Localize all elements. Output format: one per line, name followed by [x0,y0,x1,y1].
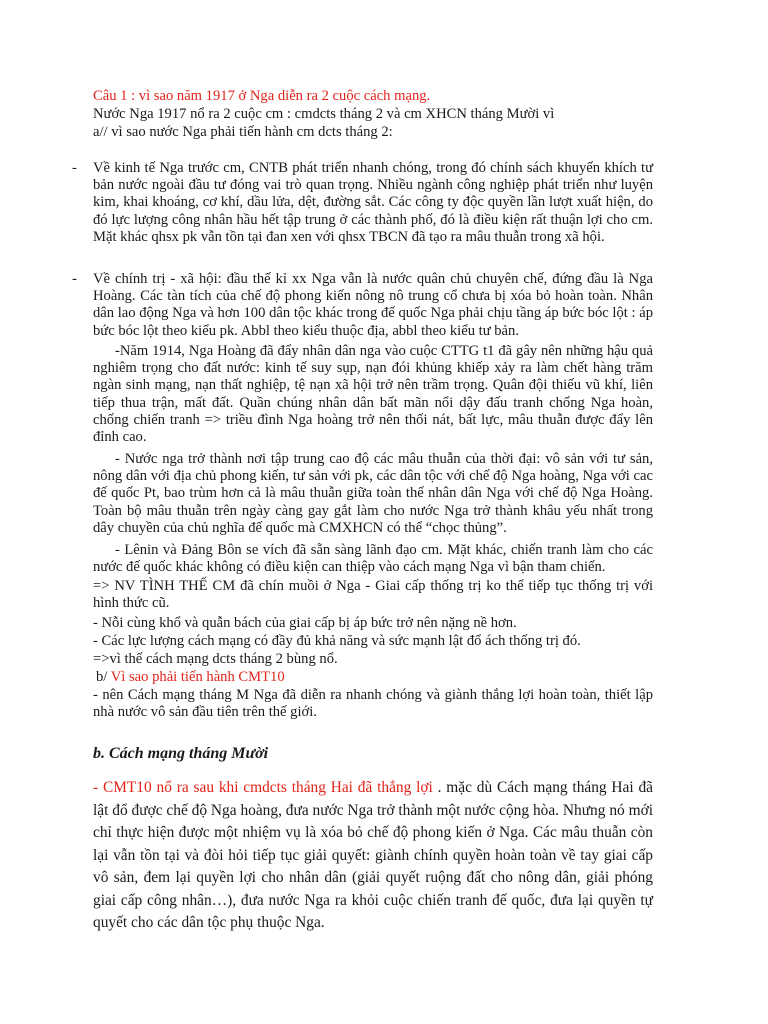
paragraph-luc-luong: - Các lực lượng cách mạng có đầy đủ khả năng và sức mạnh lật đổ ách thống trị đó. [93,633,581,649]
cmt10-dash: - [93,779,103,796]
paragraph-chinh-tri: Về chính trị - xã hội: đầu thế kỉ xx Nga vẫn là nước quân chủ chuyên chế, đứng đầu là Nga Hoàng. Các tàn tích của chế độ phong kiến nông nô trung cổ chưa bị xóa bỏ hoàn toàn. Nhân dân lao động Nga và hơn 100 dân tộc khác trong đế quốc Nga phải chịu tầng áp bức bóc lột : áp bức bóc lột theo kiểu pk. Abbl theo kiểu thuộc địa, abbl theo kiểu tư bản. [93,271,653,339]
paragraph-nv-tinh-the: => NV TÌNH THẾ CM đã chín muồi ở Nga - Giai cấp thống trị ko thể tiếp tục thống trị với hình thức cũ. [93,578,653,612]
question-1-title: Câu 1 : vì sao năm 1917 ở Nga diễn ra 2 cuộc cách mạng. [93,88,431,104]
intro-line-2: a// vì sao nước Nga phải tiến hành cm dcts tháng 2: [93,124,393,140]
paragraph-noi-cung-kho: - Nỗi cùng khổ và quẫn bách của giai cấp bị áp bức trở nên nặng nề hơn. [93,615,517,631]
cmt10-rest-text: . mặc dù Cách mạng tháng Hai đã lật đổ được chế độ Nga hoàng, đưa nước Nga trở thành một nước cộng hòa. Nhưng nó mới chỉ thực hiện được một nhiệm vụ là xóa bỏ chế độ phong kiến ở Nga. Các mâu thuẫn còn lại vẫn tồn tại và đòi hỏi tiếp tục giải quyết: giành chính quyền hoàn toàn về tay giai cấp vô sản, đem lại quyền lợi cho nhân dân (giải quyết ruộng đất cho nông dân, giải phóng giai cấp công nhân…), đưa nước Nga ra khỏi cuộc chiến tranh đế quốc, đưa lại quyền tự quyết cho các dân tộc phụ thuộc Nga. [93,779,653,931]
paragraph-trung-tam-mau-thuan: - Nước nga trở thành nơi tập trung cao độ các mâu thuẫn của thời đại: vô sản với tư sản, nông dân với địa chủ phong kiến, tư sản với pk, các dân tộc với chế độ Nga hoàng, Nga với cac đế quốc Pt, bao trùm hơn cả là mâu thuẫn giữa toàn thể nhân dân Nga với chế độ Nga Hoàng. Toàn bộ mâu thuẫn trên ngày càng gay gắt làm cho nước Nga trở thành khâu yếu nhất trong dây chuyền của chủ nghĩa đế quốc mà CMXHCN có thể “chọc thủng”. [93,451,653,536]
paragraph-bung-no: =>vì thế cách mạng dcts tháng 2 bùng nổ. [93,651,338,667]
question-b [96,669,285,686]
bullet-chinhtri: - [72,271,77,287]
question-b-text: Vì sao phải tiến hành CMT10 [110,669,285,685]
paragraph-cmt10 [93,777,653,935]
paragraph-nen: - nên Cách mạng tháng M Nga đã diễn ra nhanh chóng và giành thắng lợi hoàn toàn, thiết lập nhà nước vô sản đầu tiên trên thế giới. [93,687,653,721]
paragraph-lenin: - Lênin và Đảng Bôn se vích đã sẵn sàng lãnh đạo cm. Mặt khác, chiến tranh làm cho các nước đế quốc khác không có điều kiện can thiệp vào cách mạng Nga vì bận tham chiến. [93,542,653,576]
intro-line-1: Nước Nga 1917 nổ ra 2 cuộc cm : cmdcts tháng 2 và cm XHCN tháng Mười vì [93,106,555,122]
cmt10-red-text: CMT10 nổ ra sau khi cmdcts tháng Hai đã thắng lợi [102,779,433,796]
question-b-prefix: b/ [96,669,111,685]
section-heading-b: b. Cách mạng tháng Mười [93,745,269,762]
bullet-kinhte: - [72,160,77,176]
paragraph-kinh-te: Về kinh tế Nga trước cm, CNTB phát triển nhanh chóng, trong đó chính sách khuyến khích tư bản nước ngoài đầu tư đóng vai trò quan trọng. Nhiều ngành công nghiệp phát triển như luyện kim, khai khoáng, cơ khí, dầu lửa, dệt, đường sắt. Các công ty độc quyền lần lượt xuất hiện, do đó lực lượng công nhân hầu hết tập trung ở các thành phố, đó là điều kiện rất thuận lợi cho cm. Mặt khác qhsx pk vẫn tồn tại đan xen với qhsx TBCN đã tạo ra mâu thuẫn trong xã hội. [93,160,653,245]
paragraph-1914: -Năm 1914, Nga Hoàng đã đẩy nhân dân nga vào cuộc CTTG t1 đã gây nên những hậu quả nghiêm trọng cho đất nước: kinh tế suy sụp, nạn đói khủng khiếp xảy ra làm chết hàng trăm ngàn sinh mạng, nạn thất nghiệp, tệ nạn xã hội trở nên trầm trọng. Quân đội thiếu vũ khí, liên tiếp thua trận, mất đất. Quần chúng nhân dân bất mãn nổi dậy đấu tranh chống Nga hoàn, chống chiến tranh => triều đình Nga hoàng trở nên thối nát, bất lực, mâu thuẫn được đẩy lên đỉnh cao. [93,343,653,446]
